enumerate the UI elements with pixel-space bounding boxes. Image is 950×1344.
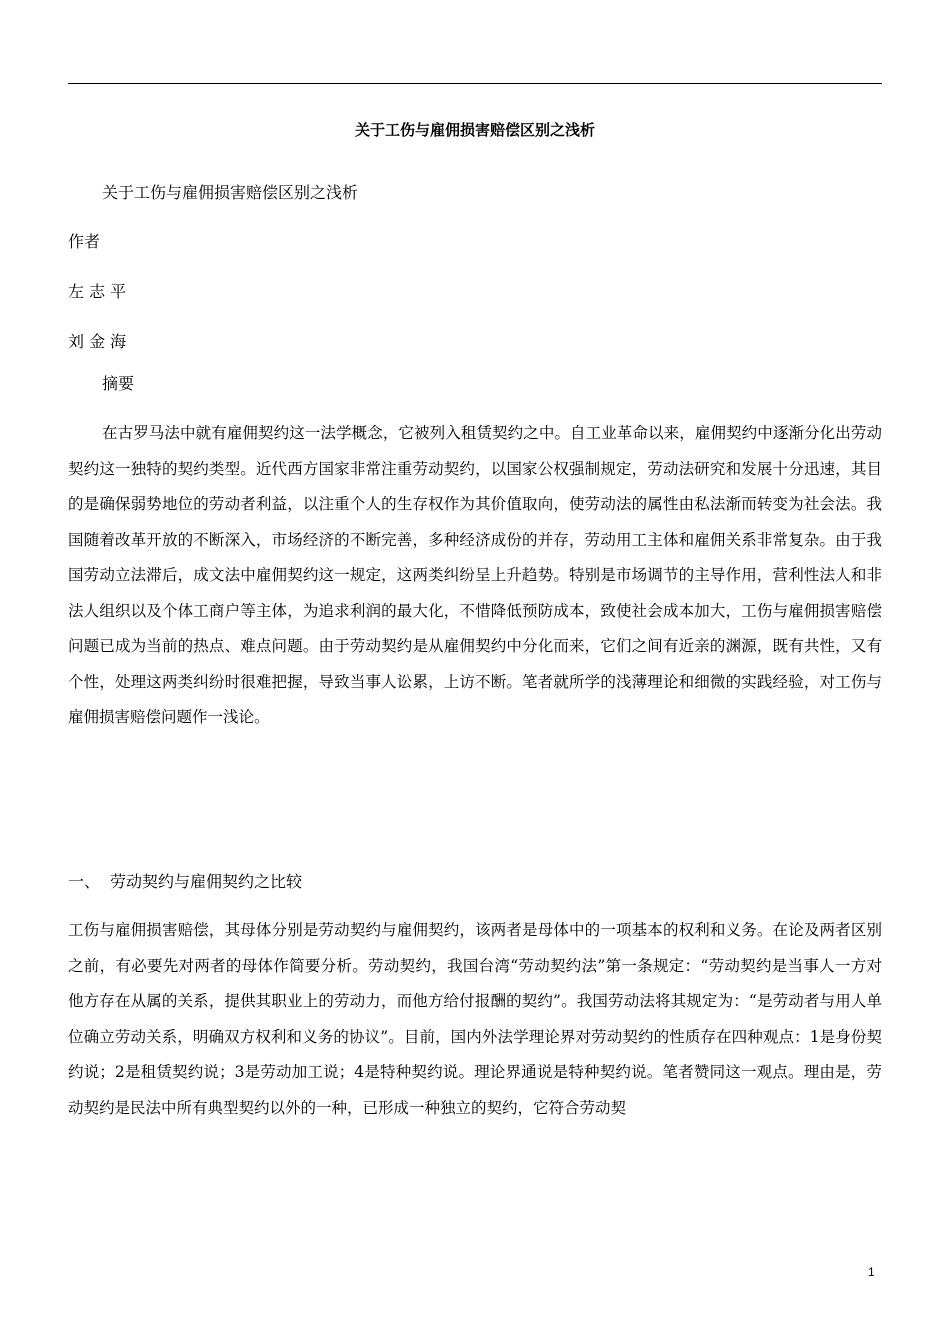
section-title: 劳动契约与雇佣契约之比较: [110, 872, 303, 891]
abstract-label: 摘要: [102, 374, 135, 393]
document-title: 关于工伤与雇佣损害赔偿区别之浅析: [354, 121, 595, 139]
abstract-paragraph: 在古罗马法中就有雇佣契约这一法学概念，它被列入租赁契约之中。自工业革命以来，雇佣契约中逐渐分化出劳动契约这一独特的契约类型。近代西方国家非常注重劳动契约，以国家公权强制规定，劳动法研究和发展十分迅速，其目的是确保弱势地位的劳动者利益，以注重个人的生存权作为其价值取向，使劳动法的属性由私法渐而转变为社会法。我国随着改革开放的不断深入，市场经济的不断完善，多种经济成份的并存，劳动用工主体和雇佣关系非常复杂。由于我国劳动立法滞后，成文法中雇佣契约这一规定，这两类纠纷呈上升趋势。特别是市场调节的主导作用，营利性法人和非法人组织以及个体工商户等主体，为追求利润的最大化，不惜降低预防成本，致使社会成本加大，工伤与雇佣损害赔偿问题已成为当前的热点、难点问题。由于劳动契约是从雇佣契约中分化而来，它们之间有近亲的渊源，既有共性，又有个性，处理这两类纠纷时很难把握，导致当事人讼累，上访不断。笔者就所学的浅薄理论和细微的实践经验，对工伤与雇佣损害赔偿问题作一浅论。: [68, 424, 882, 726]
section-paragraph: 工伤与雇佣损害赔偿，其母体分别是劳动契约与雇佣契约，该两者是母体中的一项基本的权利和义务。在论及两者区别之前，有必要先对两者的母体作简要分析。劳动契约，我国台湾“劳动契约法”第一条规定：“劳动契约是当事人一方对他方存在从属的关系，提供其职业上的劳动力，而他方给付报酬的契约”。我国劳动法将其规定为：“是劳动者与用人单位确立劳动关系，明确双方权利和义务的协议”。目前，国内外法学理论界对劳动契约的性质存在四种观点：1是身份契约说；2是租赁契约说；3是劳动加工说；4是特种契约说。理论界通说是特种契约说。笔者赞同这一观点。理由是，劳动契约是民法中所有典型契约以外的一种，已形成一种独立的契约，它符合劳动契: [68, 921, 882, 1117]
header-rule: [68, 83, 882, 84]
author-name-2: 刘 金 海: [68, 332, 127, 351]
author-name-1: 左 志 平: [68, 282, 127, 301]
document-subtitle: 关于工伤与雇佣损害赔偿区别之浅析: [102, 183, 359, 202]
author-label: 作者: [68, 232, 101, 251]
section-number: 一、: [68, 872, 101, 891]
section-heading: [68, 871, 302, 893]
page-number: 1: [868, 1265, 875, 1279]
